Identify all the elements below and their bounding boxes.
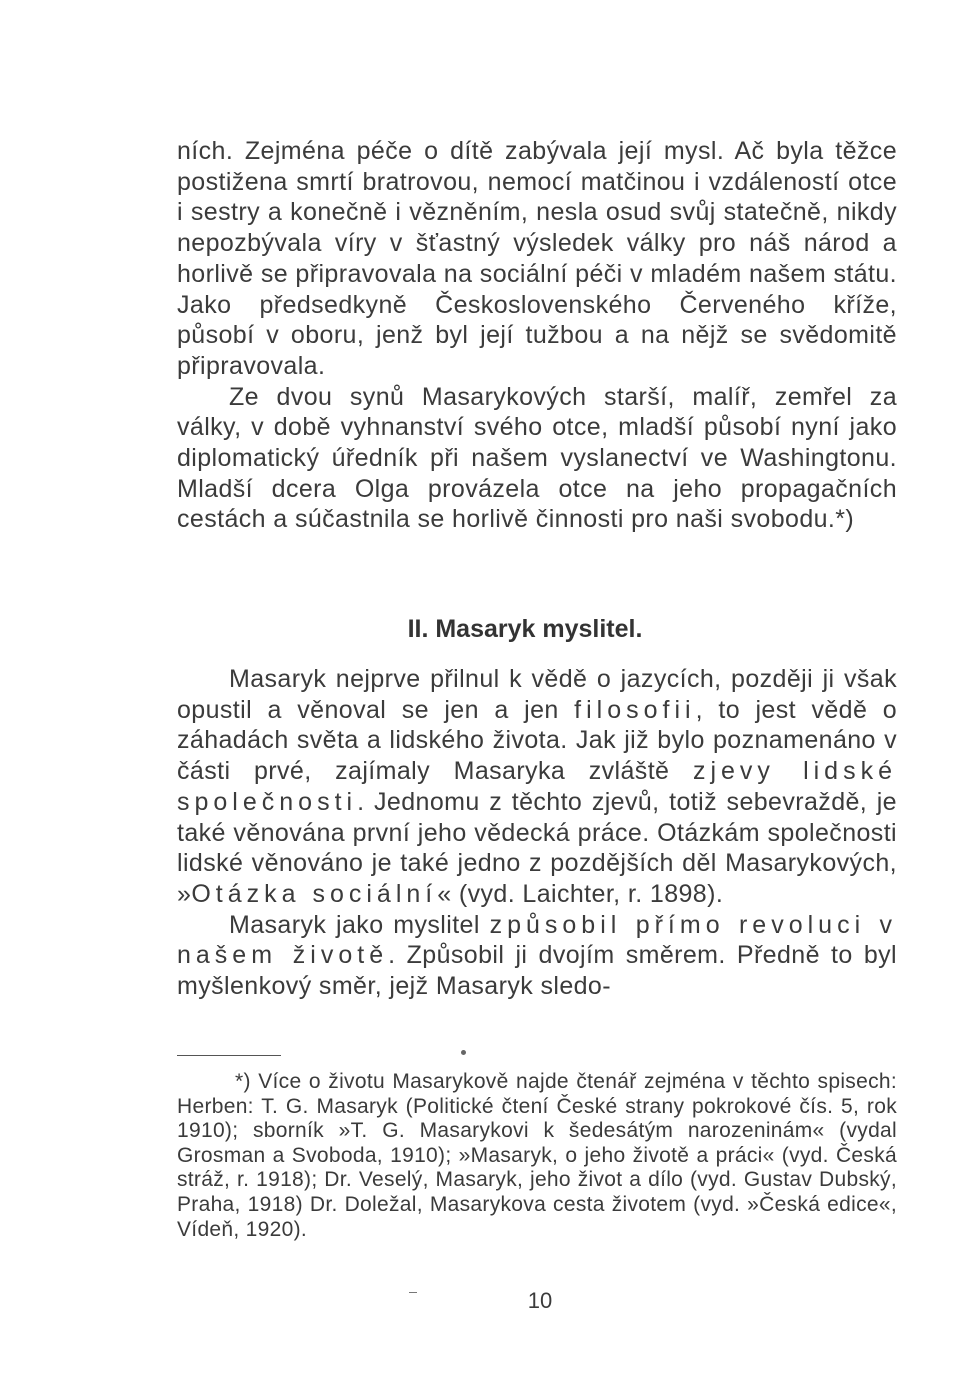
emphasis-zjevy: zjevy lidské společnosti	[177, 757, 897, 816]
emphasis-revoluce: způsobil přímo revoluci v našem životě	[177, 910, 897, 970]
section-heading: II. Masaryk myslitel.	[407, 615, 643, 643]
emphasis-filosofii: filosofii	[574, 695, 696, 724]
paragraph-philosophy-part-d: « (vyd. Laichter, r. 1898).	[437, 879, 724, 908]
paragraph-revolution-part-b: . Způsobil ji dvojím směrem. Předně to byl myšlenkový směr, jejž Masaryk sledo-	[177, 941, 897, 1001]
body-text-upper	[177, 136, 897, 535]
paragraph-sons: Ze dvou synů Masarykových starší, malíř, zemřel za války, v době vyhnanství svého otce, mladší působí nyní jako diplomatický úředník při našem vyslanectví ve Washingtonu. Mladší dcera Olga provázela otce na jeho propagačních cestách a súčastnila se horlivě činnosti pro naši svobodu.*)	[177, 382, 897, 534]
footnote-separator	[177, 1055, 281, 1056]
paragraph-philosophy	[177, 664, 897, 910]
page-number: 10	[527, 1288, 553, 1313]
paragraph-philosophy-part-a: Masaryk nejprve přilnul k vědě o jazycích, později ji však opustil a věnoval se jen a jen	[177, 665, 897, 724]
paragraph-revolution-part-a: Masaryk jako myslitel	[229, 910, 490, 939]
paragraph-revolution	[177, 910, 897, 1002]
emphasis-otazka-socialni: Otázka sociální	[191, 879, 438, 908]
paragraph-philosophy-part-c: . Jednomu z těchto zjevů, totiž sebevraždě, je také věnována první jeho vědecká práce. Otázkám společnosti lidské věnováno je také jedno z pozdějších děl Masarykových, »	[177, 787, 897, 908]
paragraph-philosophy-part-b: , to jest vědě o záhadách světa a lidského života. Jak již bylo poznamenáno v části prvé, zajímaly Masaryka zvláště	[177, 695, 898, 786]
print-speck	[461, 1050, 466, 1055]
footnote: *) Více o životu Masarykově najde čtenář zejména v těchto spisech: Herben: T. G. Masaryk (Politické čtení České strany pokrokové čís. 5, rok 1910); sborník »T. G. Masarykovi k šedesátým narozeninám« (vydal Grosman a Svoboda, 1910); »Masaryk, o jeho životě a práci« (vyd. Česká stráž, r. 1918); Dr. Veselý, Masaryk, jeho život a dílo (vyd. Gustav Dubský, Praha, 1918) Dr. Doležal, Masarykova cesta životem (vyd. »Česká edice«, Vídeň, 1920).	[177, 1070, 897, 1241]
paragraph-family: ních. Zejména péče o dítě zabývala její mysl. Ač byla těžce postižena smrtí bratrovou, nemocí matčinou i vzdáleností otce i sestry a konečně i vězněním, nesla osud svůj statečně, nikdy nepozbývala víry v šťastný výsledek války pro náš národ a horlivě se připravovala na sociální péči v mladém našem státu. Jako předsedkyně Československého Červeného kříže, působí v oboru, jenž byl její tužbou a na nějž se svědomitě připravovala.	[177, 137, 897, 380]
body-text-lower	[177, 664, 897, 1002]
